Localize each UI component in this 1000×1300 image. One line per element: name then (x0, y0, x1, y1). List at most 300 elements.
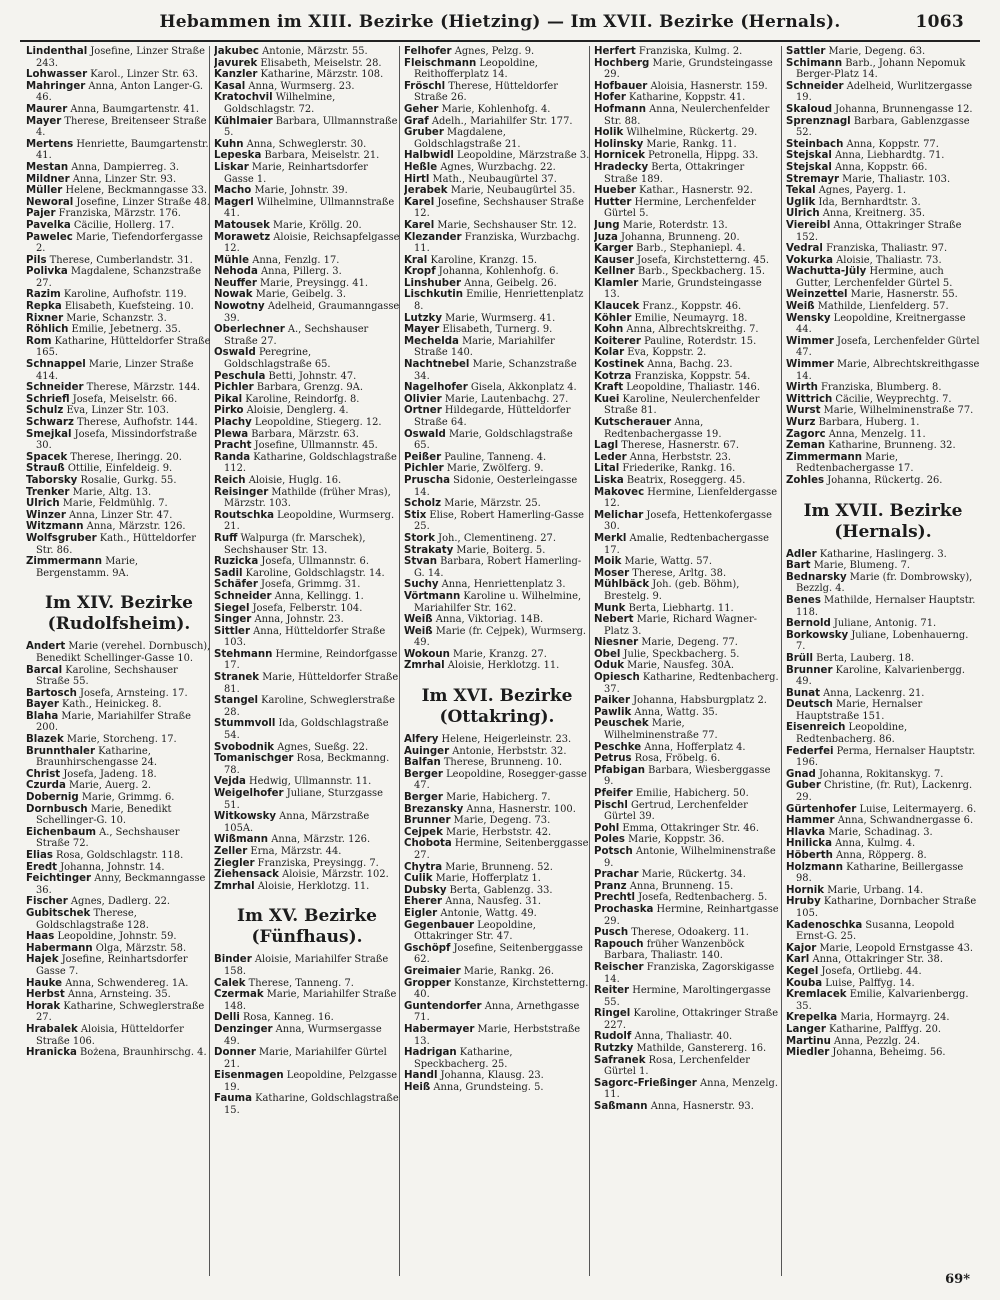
entry-details: Erna, Märzstr. 44. (250, 845, 342, 857)
surname: Gruber (404, 127, 444, 139)
midwife-entry (786, 58, 980, 81)
surname: Hranicka (26, 1047, 77, 1059)
midwife-entry (786, 208, 980, 220)
entry-details: Agnes, Sueßg. 22. (277, 741, 369, 753)
surname: Kral (404, 254, 428, 266)
midwife-entry (594, 452, 780, 464)
entry-details: Aloisie, Märzstr. 102. (282, 869, 389, 881)
surname: Safranek (594, 1054, 646, 1066)
entry-details: Josefine, Sechshauser Straße 12. (414, 196, 584, 220)
surname: Prochaska (594, 903, 654, 915)
surname: Hauke (26, 977, 63, 989)
midwife-entry (786, 440, 980, 452)
entry-details: Agnes, Dadlerg. 22. (70, 896, 171, 908)
entry-details: Marie, Goldschlagstraße 65. (414, 428, 573, 452)
midwife-entry (214, 776, 400, 788)
surname: Munk (594, 602, 626, 614)
entry-details: Joh., Clementineng. 27. (438, 532, 556, 544)
entry-details: Antonie, Wattg. 49. (440, 907, 537, 919)
midwife-entry (26, 792, 212, 804)
midwife-entry (786, 618, 980, 630)
surname: Greimaier (404, 965, 461, 977)
entry-details: Franziska, Kulmg. 2. (638, 46, 743, 57)
surname: Zeman (786, 440, 826, 452)
surname: Steinbach (786, 138, 844, 150)
midwife-entry (214, 626, 400, 649)
entry-details: Anna, Liebhardtg. 71. (834, 150, 945, 162)
midwife-entry (594, 556, 780, 568)
midwife-entry (786, 313, 980, 336)
surname: Federfei (786, 745, 834, 757)
midwife-entry (786, 429, 980, 441)
midwife-entry (404, 1001, 590, 1024)
midwife-entry (594, 1008, 780, 1031)
entry-details: Marie, Degeng. 73. (453, 815, 551, 827)
entry-details: Anna, Nausfeg. 31. (445, 896, 542, 908)
midwife-entry (594, 718, 780, 741)
surname: Rom (26, 335, 52, 347)
surname: Sittler (214, 625, 250, 637)
entry-details: Anna, Röpperg. 8. (836, 850, 927, 861)
midwife-entry (404, 174, 590, 186)
surname: Winzer (26, 509, 66, 521)
midwife-entry (404, 649, 590, 661)
midwife-entry (214, 58, 400, 70)
surname: Cejpek (404, 826, 443, 838)
entry-details: Karoline, Schweglerstraße 28. (224, 695, 395, 718)
surname: Peißer (404, 451, 442, 463)
midwife-entry (594, 255, 780, 267)
entry-details: Barbara, Grenzg. 9A. (256, 382, 363, 394)
surname: Adler (786, 548, 817, 560)
surname: Deutsch (786, 699, 833, 711)
entry-details: Karol., Linzer Str. 63. (90, 69, 199, 81)
surname: Borkowsky (786, 629, 849, 641)
midwife-entry (404, 815, 590, 827)
surname: Gropper (404, 977, 451, 989)
entry-details: Antonie, Herbststr. 32. (452, 745, 567, 757)
midwife-entry (214, 881, 400, 893)
entry-details: Franziska, Preysingg. 7. (257, 857, 379, 869)
entry-details: Johanna, Brunnengasse 12. (835, 103, 973, 115)
midwife-entry (404, 81, 590, 104)
entry-details: Anna, Kulmg. 4. (835, 838, 916, 850)
surname: Kellner (594, 266, 635, 278)
midwife-entry (404, 1047, 590, 1070)
midwife-entry (786, 966, 980, 978)
page-header (0, 12, 1000, 38)
midwife-entry (404, 734, 590, 746)
entry-details: Johanna, Johnstr. 14. (60, 861, 165, 873)
entry-details: Rosalie, Gurkg. 55. (80, 474, 177, 486)
midwife-entry (404, 359, 590, 382)
midwife-entry (404, 660, 590, 672)
surname: Strakaty (404, 544, 454, 556)
entry-details: Barb., Speckbacherg. 15. (637, 266, 765, 278)
entry-details: Rosa, Goldschlagstr. 118. (56, 850, 184, 861)
surname: Gschöpf (404, 942, 451, 954)
surname: Merkl (594, 532, 627, 544)
entry-details: Hermine, Reinhartgasse 29. (604, 903, 779, 927)
surname: Mildner (26, 173, 70, 185)
surname: Sadil (214, 567, 243, 579)
surname: Kotrza (594, 370, 632, 382)
surname: Kegel (786, 965, 819, 977)
midwife-entry (404, 197, 590, 220)
entry-details: Josefa, Lerchenfelder Gürtel 47. (796, 335, 980, 359)
midwife-entry (594, 150, 780, 162)
midwife-entry (404, 463, 590, 475)
surname: Peschula (214, 370, 266, 382)
surname: Razim (26, 289, 61, 301)
entry-details: Emilie, Henriettenplatz 8. (414, 289, 584, 313)
midwife-entry (404, 746, 590, 758)
midwife-entry (786, 220, 980, 243)
midwife-entry (214, 266, 400, 278)
midwife-entry (26, 116, 212, 139)
midwife-entry (26, 185, 212, 197)
midwife-entry (404, 556, 590, 579)
midwife-entry (26, 641, 212, 664)
entry-details: Aloisie, Thaliastr. 73. (836, 254, 942, 266)
surname: Pranz (594, 880, 627, 892)
surname: Stvan (404, 556, 437, 568)
entry-details: Josefa, Missindorfstraße 30. (36, 428, 197, 452)
entry-details: Therese, Cumberlandstr. 31. (49, 254, 193, 266)
surname: Vokurka (786, 254, 834, 266)
surname: Bayer (26, 699, 59, 711)
midwife-entry (594, 139, 780, 151)
midwife-entry (594, 487, 780, 510)
surname: Karl (786, 954, 810, 966)
surname: Pawelec (26, 231, 73, 243)
surname: Hofmann (594, 103, 646, 115)
entry-details: Marie, Märzstr. 25. (444, 498, 541, 510)
midwife-entry (786, 978, 980, 990)
entry-details: Leopoldine, Kreitnergasse 44. (796, 312, 966, 336)
surname: Kadenoschka (786, 919, 863, 931)
entry-details: Wilhelmine, Goldschlagstr. 72. (224, 92, 336, 115)
entry-details: Anna, Arnsteing. 35. (67, 989, 171, 1001)
entry-details: Josefine, Seitenberggasse 62. (414, 942, 583, 966)
surname: Eisenreich (786, 722, 846, 734)
entry-details: Barbara, Wiesberggasse 9. (604, 764, 771, 788)
entry-details: Julie, Speckbacherg. 5. (623, 648, 740, 660)
surname: Gnad (786, 768, 816, 780)
surname: Zmrhal (404, 660, 445, 672)
midwife-entry (214, 954, 400, 977)
surname: Matousek (214, 219, 270, 231)
entry-details: Walpurga (fr. Marschek), Sechshauser Str. 13. (224, 532, 366, 556)
midwife-entry (404, 862, 590, 874)
entry-details: Marie, Reinhartsdorfer Gasse 1. (224, 161, 368, 185)
surname: Vejda (214, 776, 246, 788)
entry-details: früher Wanzenböck Barbara, Thaliastr. 140. (604, 938, 745, 962)
entry-details: Mathilde, Lienfelderg. 57. (817, 301, 949, 313)
midwife-entry (26, 162, 212, 174)
entry-details: Johanna, Kohlenhofg. 6. (438, 266, 559, 278)
surname: Makovec (594, 486, 645, 498)
surname: Kuei (594, 393, 620, 405)
midwife-entry (594, 985, 780, 1008)
surname: Liska (594, 474, 624, 486)
entry-details: Marie, Herbststr. 42. (446, 826, 552, 838)
midwife-entry (786, 943, 980, 955)
entry-details: Johanna, Rokitanskyg. 7. (818, 768, 944, 780)
surname: Skaloud (786, 103, 833, 115)
surname: Stejskal (786, 150, 832, 162)
midwife-entry (594, 243, 780, 255)
entry-details: Olga, Märzstr. 58. (95, 942, 187, 954)
district-heading: Im XVII. Bezirke (Hernals). (803, 500, 963, 542)
surname: Mechelda (404, 335, 459, 347)
entry-details: Mathilde, Ganstererg. 16. (636, 1043, 767, 1055)
midwife-entry (594, 104, 780, 127)
midwife-entry (404, 1024, 590, 1047)
entry-details: Hermine, Lienfeldergasse 12. (604, 486, 778, 510)
entry-details: Hermine, Seitenberggasse 27. (414, 838, 589, 861)
midwife-entry (214, 394, 400, 406)
entry-details: Karoline u. Wilhelmine, Mariahilfer Str. 162. (414, 590, 582, 614)
entry-details: Marie, Brunneng. 52. (445, 861, 553, 873)
midwife-entry (786, 827, 980, 839)
midwife-entry (594, 1055, 780, 1078)
midwife-entry (26, 746, 212, 769)
entry-details: Math., Neubaugürtel 37. (432, 173, 557, 185)
entry-details: Anna, Märzstraße 105A. (224, 811, 370, 834)
page-title: Hebammen im XIII. Bezirke (Hietzing) — Im XVII. Bezirke (Hernals). (159, 12, 841, 32)
surname: Eisenmagen (214, 1070, 284, 1082)
surname: Holik (594, 127, 624, 139)
midwife-entry (214, 742, 400, 754)
entry-details: Konstanze, Kirchstetterng. 40. (414, 977, 589, 1001)
midwife-entry (404, 966, 590, 978)
surname: Spacek (26, 451, 68, 463)
surname: Siegel (214, 602, 250, 614)
entry-details: Franziska, Thaliastr. 97. (826, 243, 948, 255)
surname: Hrabalek (26, 1023, 78, 1035)
midwife-entry (594, 788, 780, 800)
entry-details: Henriette, Baumgartenstr. 41. (36, 138, 209, 162)
midwife-entry (214, 1024, 400, 1047)
midwife-entry (404, 591, 590, 614)
entry-details: Katharine, Redtenbacherg. 37. (604, 672, 779, 695)
entry-details: Kathar., Hasnerstr. 92. (639, 185, 753, 197)
midwife-entry (786, 920, 980, 943)
surname: Schäfer (214, 579, 258, 591)
surname: Krepelka (786, 1012, 838, 1024)
entry-details: Cäcilie, Weyprechtg. 7. (835, 393, 952, 405)
midwife-entry (786, 665, 980, 688)
midwife-entry (786, 560, 980, 572)
midwife-entry (786, 301, 980, 313)
surname: Sprenznagl (786, 115, 851, 127)
entry-details: Anna, Pezzlg. 24. (834, 1035, 920, 1047)
entry-details: Marie, Grundsteingasse 13. (604, 277, 762, 301)
entry-details: Karoline, Ottakringer Straße 227. (604, 1008, 779, 1031)
surname: Pfabigan (594, 764, 645, 776)
surname: Graf (404, 115, 429, 127)
midwife-entry (404, 626, 590, 649)
midwife-entry (786, 595, 980, 618)
surname: Liskar (214, 161, 249, 173)
midwife-entry (786, 850, 980, 862)
entry-details: Aloisia, Hütteldorfer Straße 106. (36, 1023, 184, 1047)
midwife-entry (214, 978, 400, 990)
entry-details: Helene, Beckmanngasse 33. (65, 185, 208, 197)
midwife-entry (594, 892, 780, 904)
entry-details: Franziska, Märzstr. 176. (58, 208, 181, 220)
midwife-entry (26, 475, 212, 487)
entry-details: Beatrix, Roseggerg. 45. (626, 474, 746, 486)
surname: Gubitschek (26, 907, 91, 919)
midwife-entry (26, 336, 212, 359)
entry-details: Therese, Tanneng. 7. (248, 977, 354, 989)
column-3 (404, 46, 590, 1271)
midwife-entry (26, 954, 212, 977)
entry-details: Marie, Wattg. 57. (624, 556, 712, 568)
surname: Nachtnebel (404, 359, 470, 371)
midwife-entry (26, 69, 212, 81)
entry-details: Therese, Breitenseer Straße 4. (36, 115, 207, 139)
midwife-entry (594, 232, 780, 244)
midwife-entry (594, 1031, 780, 1043)
surname: Plachy (214, 417, 252, 428)
entry-details: Anna, Arnethgasse 71. (414, 1000, 580, 1024)
surname: Peuschek (594, 718, 649, 730)
surname: Stangel (214, 695, 259, 707)
midwife-entry (26, 699, 212, 711)
entry-details: Aloisie, Herklotzg. 11. (447, 660, 560, 672)
entry-details: Anna, Neulerchenfelder Str. 88. (604, 103, 770, 127)
entry-details: Antonie, Märzstr. 55. (262, 46, 368, 57)
entry-details: Josefine, Ullmannstr. 45. (254, 440, 378, 452)
entry-details: Aloisie, Huglg. 16. (248, 474, 342, 486)
midwife-entry (26, 429, 212, 452)
midwife-entry (404, 1070, 590, 1082)
surname: Pischl (594, 799, 628, 811)
surname: Lutzky (404, 312, 442, 324)
surname: Kühlmaier (214, 115, 273, 127)
surname: Kolar (594, 347, 625, 359)
surname: Dobernig (26, 792, 79, 804)
entry-details: Marie, Herbststraße 13. (414, 1023, 581, 1047)
midwife-entry (26, 862, 212, 874)
surname: Pfeifer (594, 788, 633, 799)
midwife-entry (214, 869, 400, 881)
surname: Gegenbauer (404, 919, 475, 931)
surname: Calek (214, 977, 246, 989)
midwife-entry (214, 347, 400, 370)
entry-details: Anna, Ottakringer Straße 152. (796, 219, 962, 243)
midwife-entry (404, 943, 590, 966)
entry-details: Anna, Redtenbachergasse 19. (604, 417, 722, 440)
entry-details: Therese, Märzstr. 144. (86, 382, 201, 394)
midwife-entry (786, 1024, 980, 1036)
entry-details: Marie, Rankg. 26. (463, 965, 555, 977)
entry-details: Marie, Geibelg. 3. (255, 289, 346, 301)
surname: Prachar (594, 869, 639, 881)
surname: Bart (786, 560, 811, 572)
entry-details: Marie, Blumeng. 7. (813, 560, 911, 572)
entry-details: Marie (verehel. Dornbusch), Benedikt Schellinger-Gasse 10. (36, 641, 211, 664)
surname: Czermak (214, 989, 264, 1001)
entry-details: Perma, Hernalser Hauptstr. 196. (796, 745, 976, 769)
surname: Hueber (594, 185, 636, 197)
entry-details: Anna, Baumgartenstr. 41. (70, 103, 200, 115)
midwife-entry (214, 382, 400, 394)
midwife-entry (404, 838, 590, 861)
entry-details: Leopoldine, Ottakringer Str. 47. (414, 919, 536, 943)
entry-details: Marie, Rankg. 11. (646, 138, 737, 150)
surname: Müller (26, 185, 63, 197)
entry-details: Anna, Dampierreg. 3. (71, 161, 180, 173)
surname: Brezansky (404, 803, 464, 815)
midwife-entry (26, 81, 212, 104)
midwife-entry (594, 394, 780, 417)
entry-details: Marie, Mariahilfer Straße 148. (224, 989, 397, 1012)
midwife-entry (214, 718, 400, 741)
surname: Andert (26, 641, 66, 653)
surname: Ortner (404, 405, 442, 417)
midwife-entry (594, 765, 780, 788)
entry-details: Therese, Arltg. 38. (632, 567, 727, 579)
surname: Rapouch (594, 938, 644, 950)
midwife-entry (404, 220, 590, 232)
midwife-entry (214, 255, 400, 267)
entry-details: Leopoldine, Stiegerg. 12. (254, 417, 382, 428)
entry-details: Rosa, Beckmanng. 78. (224, 753, 390, 776)
surname: Neworal (26, 196, 74, 208)
surname: Kraft (594, 382, 624, 394)
surname: Jerabek (404, 185, 448, 197)
midwife-entry (404, 232, 590, 255)
entry-details: Hermine, auch Gutter, Lerchenfelder Gürtel 5. (796, 266, 953, 289)
surname: Mertens (26, 138, 74, 150)
surname: Sagorc-Frießinger (594, 1077, 697, 1089)
entry-details: Anny, Beckmanngasse 36. (36, 873, 206, 896)
midwife-entry (404, 908, 590, 920)
midwife-entry (404, 510, 590, 533)
entry-details: Anna, Thaliastr. 40. (634, 1031, 733, 1043)
entry-details: Katharine, Braunhirschengasse 24. (36, 745, 158, 769)
midwife-entry (26, 1047, 212, 1059)
surname: Zimmermann (26, 556, 103, 568)
entry-details: Anna, Albrechtskreithg. 7. (626, 324, 759, 336)
midwife-entry (594, 359, 780, 371)
district-heading: Im XV. Bezirke (Fünfhaus). (237, 906, 377, 948)
midwife-entry (786, 1012, 980, 1024)
midwife-entry (786, 417, 980, 429)
surname: Martinu (786, 1035, 831, 1047)
surname: Obel (594, 648, 621, 660)
entry-details: Mathilde, Hernalser Hauptstr. 118. (796, 594, 976, 618)
surname: Leder (594, 451, 627, 463)
entry-details: Marie, Johnstr. 39. (254, 185, 348, 197)
entry-details: Josefine, Linzer Straße 243. (36, 46, 205, 69)
entry-details: Marie, Hasnerstr. 55. (850, 289, 958, 301)
midwife-entry (26, 463, 212, 475)
entry-details: Johanna, Brunneng. 20. (621, 231, 740, 243)
entry-details: Marie, Linzer Straße 414. (36, 359, 194, 382)
entry-details: Antonie, Wilhelminenstraße 9. (604, 845, 776, 869)
surname: Delli (214, 1012, 240, 1024)
surname: Wachutta-Jüly (786, 266, 867, 278)
midwife-entry (594, 324, 780, 336)
midwife-entry (594, 46, 780, 58)
entry-details: Anna, Fenzlg. 17. (252, 254, 340, 266)
entry-details: Gisela, Akkonplatz 4. (470, 382, 577, 394)
